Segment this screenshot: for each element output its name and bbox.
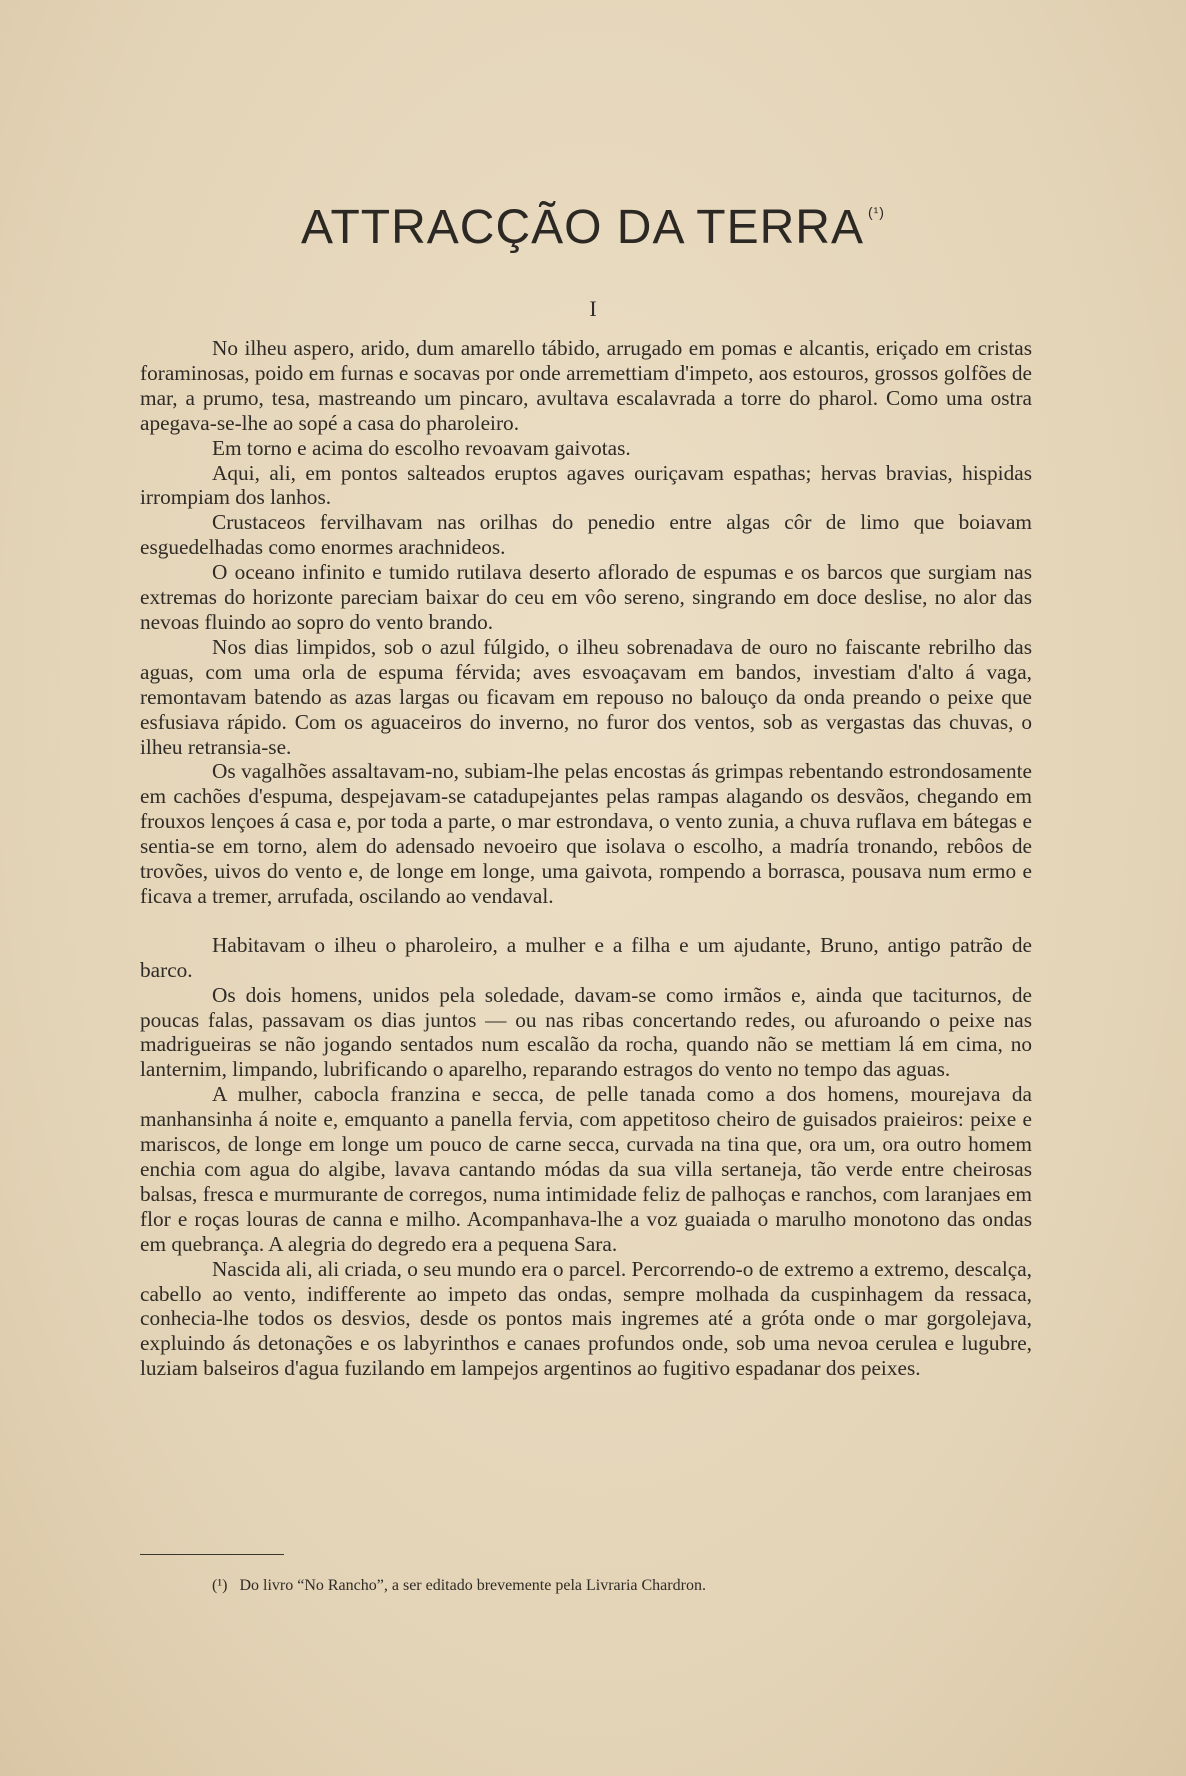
paragraph: Habitavam o ilheu o pharoleiro, a mulher e a filha e um ajudante, Bruno, antigo patrão de barco. xyxy=(140,932,1032,982)
paragraph: Crustaceos fervilhavam nas orilhas do penedio entre algas côr de limo que boiavam esguedelhadas como enormes arachnideos. xyxy=(140,510,1032,560)
title-note-marker: (¹) xyxy=(867,204,885,220)
section-number: I xyxy=(589,296,597,321)
paragraph: A mulher, cabocla franzina e secca, de pelle tanada como a dos homens, mourejava da manhansinha á noite e, emquanto a panella fervia, com appetitoso cheiro de guisados praieiros: peixe e mariscos, de longe em longe um pouco de carne secca, curvada na tina que, ora um, ora outro homem enchia com agua do algibe, lavava cantando módas da sua villa sertaneja, tão verde entre cheirosas balsas, fresca e murmurante de corregos, numa intimidade feliz de palhoças e ranchos, com laranjaes em flor e roças louras de canna e milho. Acompanhava-lhe a voz guaiada o marulho monotono das ondas em quebrança. A alegria do degredo era a pequena Sara. xyxy=(140,1082,1032,1256)
paragraph: Nos dias limpidos, sob o azul fúlgido, o ilheu sobrenadava de ouro no faiscante rebrilho das aguas, com uma orla de espuma férvida; aves esvoaçavam em bandos, investiam d'alto á vaga, remontavam batendo as azas largas ou ficavam em repouso no balouço da onda preando o peixe que esfusiava rápido. Com os aguaceiros do inverno, no furor dos ventos, sob as vergastas das chuvas, o ilheu retransia-se. xyxy=(140,634,1032,759)
paragraph: Os vagalhões assaltavam-no, subiam-lhe pelas encostas ás grimpas rebentando estrondosamente em cachões d'espuma, despejavam-se catadupejantes pelas rampas alagando os desvãos, chegando em frouxos lençoes á casa e, por toda a parte, o mar estrondava, o vento zunia, a chuva ruflava em bátegas e sentia-se em torno, alem do adensado nevoeiro que isolava o escolho, a madría tronando, rebôos de trovões, uivos do vento e, de longe em longe, uma gaivota, rompendo a borrasca, pousava num ermo e ficava a tremer, arrufada, oscilando ao vendaval. xyxy=(140,759,1032,908)
footnote-text: Do livro “No Rancho”, a ser editado brevemente pela Livraria Chardron. xyxy=(239,1577,706,1594)
footnote xyxy=(212,1577,1012,1595)
paragraph: Nascida ali, ali criada, o seu mundo era o parcel. Percorrendo-o de extremo a extremo, descalça, cabello ao vento, indifferente ao impeto das ondas, sempre molhada da cuspinhagem da ressaca, conhecia-lhe todos os desvios, desde os pontos mais ingremes até a gróta onde o mar gorgolejava, expluindo ás detonações e os labyrinthos e canaes profundos onde, sob uma nevoa cerulea e lugubre, luziam balseiros d'agua fuzilando em lampejos argentinos ao fugitivo espadanar dos peixes. xyxy=(140,1256,1032,1381)
paragraph: Os dois homens, unidos pela soledade, davam-se como irmãos e, ainda que taciturnos, de poucas falas, passavam os dias juntos — ou nas ribas concertando redes, ou afuroando o peixe nas madrigueiras se não jogando sentados num escalão da rocha, quando não se mettiam lá em cima, no lanternim, limpando, lubrificando o aparelho, reparando estragos do vento no tempo das aguas. xyxy=(140,982,1032,1082)
paragraph: O oceano infinito e tumido rutilava deserto aflorado de espumas e os barcos que surgiam nas extremas do horizonte pareciam baixar do ceu em vôo sereno, singrando em doce deslise, no alor das nevoas fluindo ao sopro do vento brando. xyxy=(140,560,1032,634)
paragraph: No ilheu aspero, arido, dum amarello tábido, arrugado em pomas e alcantis, eriçado em cristas foraminosas, poido em furnas e socavas por onde arremettiam d'impeto, aos estouros, grossos golfões de mar, a prumo, tesa, mastreando um pincaro, avultava escalavrada a torre do pharol. Como uma ostra apegava-se-lhe ao sopé a casa do pharoleiro. xyxy=(140,336,1032,435)
footnote-marker: (¹) xyxy=(212,1577,228,1594)
page-title xyxy=(0,200,1186,255)
paragraph: Aqui, ali, em pontos salteados eruptos agaves ouriçavam espathas; hervas bravias, hispidas irrompiam dos lanhos. xyxy=(140,460,1032,510)
body-text xyxy=(140,336,1032,1381)
section-gap xyxy=(140,909,1032,933)
title-text: ATTRACÇÃO DA TERRA xyxy=(301,201,864,254)
paragraph: Em torno e acima do escolho revoavam gaivotas. xyxy=(212,435,631,460)
footnote-rule xyxy=(140,1554,284,1555)
